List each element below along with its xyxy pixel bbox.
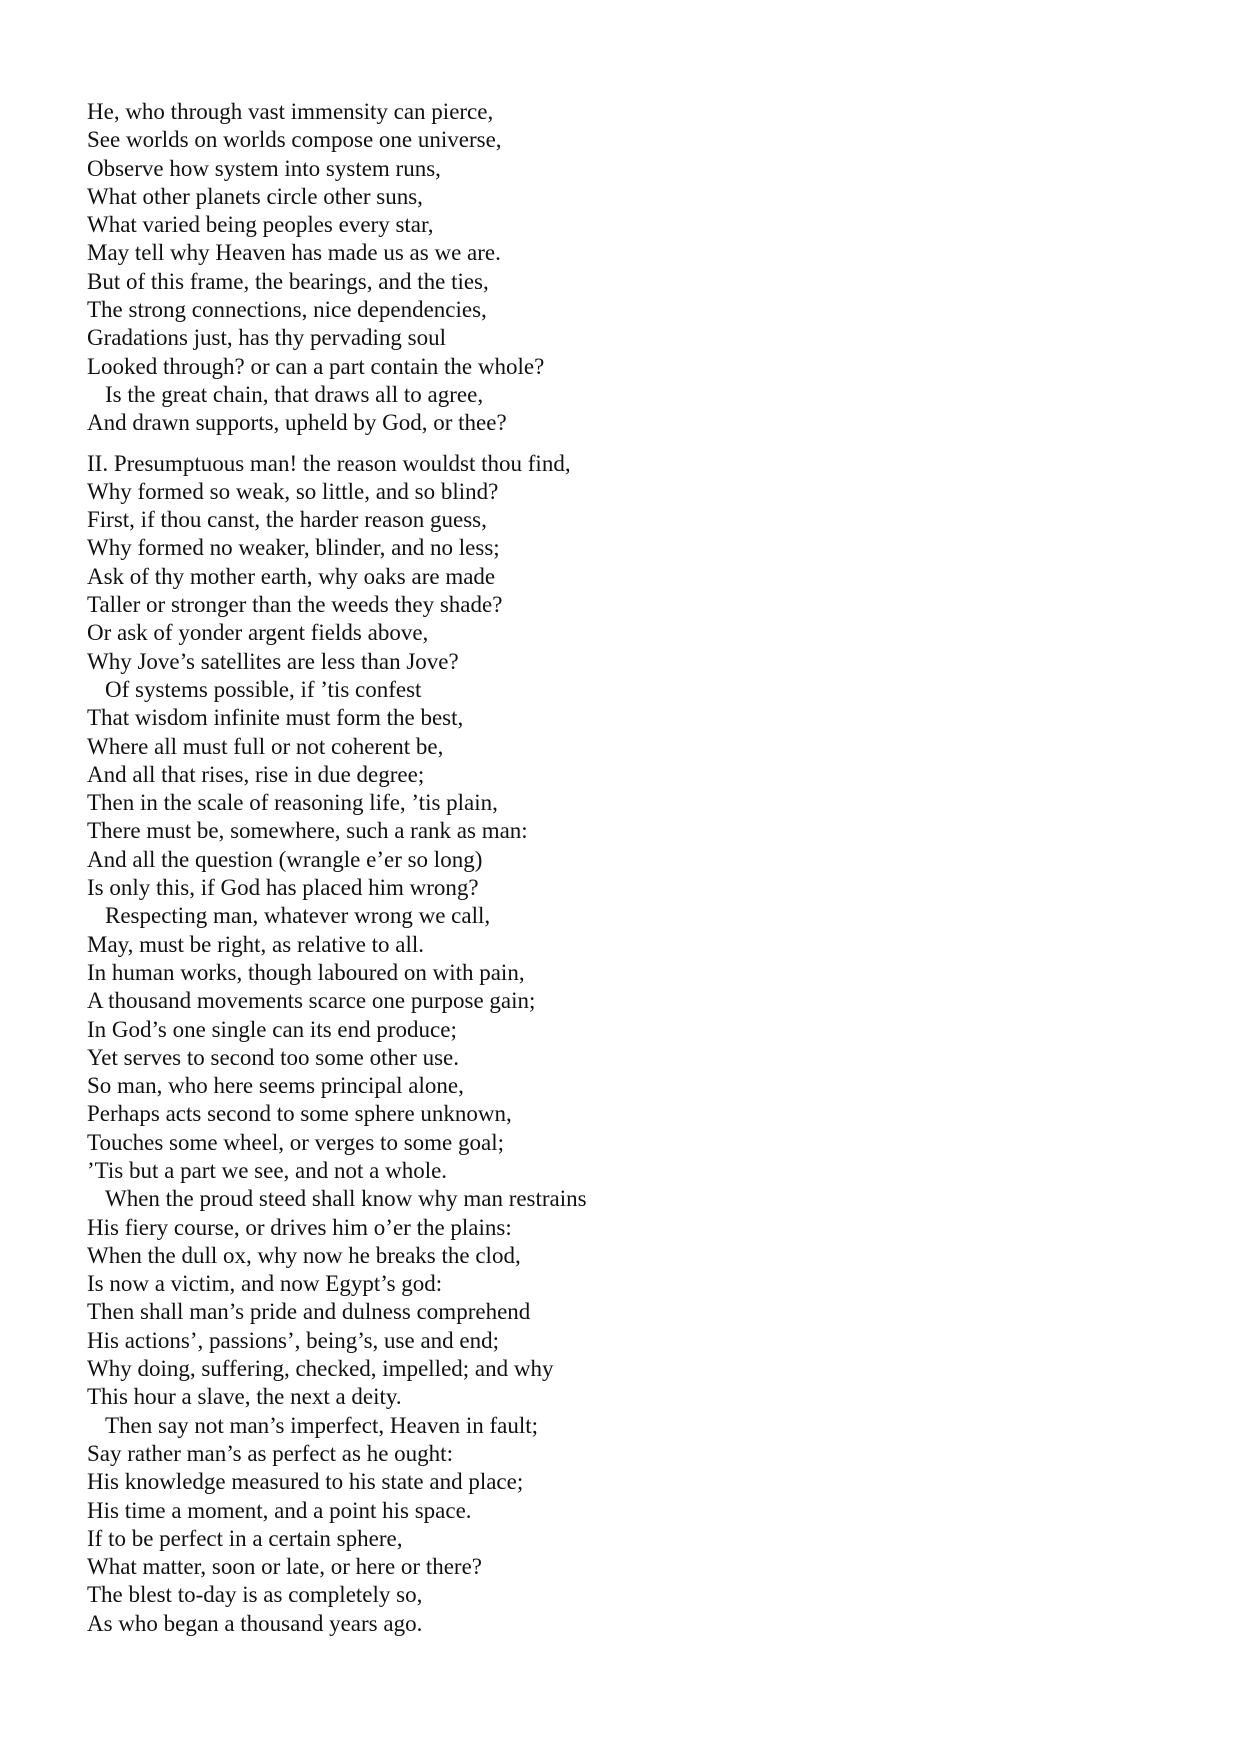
poem-line: Of systems possible, if ’tis confest — [105, 676, 422, 702]
poem-line: The strong connections, nice dependencies, — [87, 297, 487, 323]
poem-line: As who began a thousand years ago. — [87, 1610, 423, 1636]
poem-line: He, who through vast immensity can pierce, — [87, 99, 494, 124]
poem-line: Why formed no weaker, blinder, and no less; — [87, 535, 500, 561]
poem-line: Touches some wheel, or verges to some goal; — [87, 1129, 504, 1155]
poem-line: Why doing, suffering, checked, impelled; and why — [87, 1356, 554, 1382]
poem-line: So man, who here seems principal alone, — [87, 1073, 464, 1099]
poem-line: Perhaps acts second to some sphere unknown, — [87, 1101, 512, 1127]
poem-line: If to be perfect in a certain sphere, — [87, 1525, 403, 1551]
poem-line: Is the great chain, that draws all to agree, — [105, 381, 484, 407]
poem-line: Why Jove’s satellites are less than Jove? — [87, 648, 459, 674]
poem-line: A thousand movements scarce one purpose gain; — [87, 988, 536, 1014]
poem-line: Then shall man’s pride and dulness comprehend — [87, 1299, 531, 1325]
poem-line: Or ask of yonder argent fields above, — [87, 620, 429, 646]
poem-line: And drawn supports, upheld by God, or thee? — [87, 410, 507, 436]
poem-line: May tell why Heaven has made us as we are. — [87, 240, 501, 266]
poem-line: When the proud steed shall know why man restrains — [105, 1186, 587, 1212]
poem-line: Observe how system into system runs, — [87, 155, 441, 181]
poem-line: Ask of thy mother earth, why oaks are made — [87, 563, 496, 589]
poem-line: Say rather man’s as perfect as he ought: — [87, 1440, 453, 1466]
poem-line: What matter, soon or late, or here or there? — [87, 1554, 483, 1580]
poem-line: Then in the scale of reasoning life, ’tis plain, — [87, 790, 498, 816]
poem-line: Taller or stronger than the weeds they shade? — [87, 592, 503, 618]
poem-line: This hour a slave, the next a deity. — [87, 1384, 402, 1410]
poem-line: And all the question (wrangle e’er so long) — [87, 846, 483, 872]
poem-line: What other planets circle other suns, — [87, 183, 423, 209]
poem-line: Yet serves to second too some other use. — [87, 1044, 459, 1070]
poem-line: Why formed so weak, so little, and so blind? — [87, 478, 499, 504]
poem-line: May, must be right, as relative to all. — [87, 931, 425, 957]
stanza — [87, 450, 1187, 1638]
poem-line: What varied being peoples every star, — [87, 212, 434, 238]
poem-line: Then say not man’s imperfect, Heaven in fault; — [105, 1412, 539, 1438]
poem-line: ’Tis but a part we see, and not a whole. — [87, 1157, 448, 1183]
poem-line: But of this frame, the bearings, and the ties, — [87, 268, 489, 294]
poem-line: His actions’, passions’, being’s, use and end; — [87, 1327, 500, 1353]
poem-line: In God’s one single can its end produce; — [87, 1016, 457, 1042]
poem-line: His knowledge measured to his state and place; — [87, 1469, 524, 1495]
poem-line: There must be, somewhere, such a rank as man: — [87, 818, 528, 844]
stanza — [87, 98, 1187, 438]
poem-line: II. Presumptuous man! the reason wouldst thou find, — [87, 450, 571, 476]
poem-line: His time a moment, and a point his space. — [87, 1497, 472, 1523]
poem-line: When the dull ox, why now he breaks the clod, — [87, 1242, 521, 1268]
poem-line: Respecting man, whatever wrong we call, — [105, 903, 491, 929]
poem-line: Where all must full or not coherent be, — [87, 733, 444, 759]
poem-line: Gradations just, has thy pervading soul — [87, 325, 447, 351]
poem-line: First, if thou canst, the harder reason guess, — [87, 507, 487, 533]
poem-line: Looked through? or can a part contain the whole? — [87, 353, 545, 379]
poem-line: In human works, though laboured on with pain, — [87, 959, 525, 985]
poem-line: That wisdom infinite must form the best, — [87, 705, 464, 731]
poem-line: The blest to-day is as completely so, — [87, 1582, 423, 1608]
poem-text — [87, 98, 1187, 1638]
poem-line: His fiery course, or drives him o’er the plains: — [87, 1214, 512, 1240]
poem-line: And all that rises, rise in due degree; — [87, 761, 425, 787]
poem-line: See worlds on worlds compose one universe, — [87, 127, 502, 153]
poem-line: Is only this, if God has placed him wrong? — [87, 875, 479, 901]
poem-line: Is now a victim, and now Egypt’s god: — [87, 1271, 443, 1297]
